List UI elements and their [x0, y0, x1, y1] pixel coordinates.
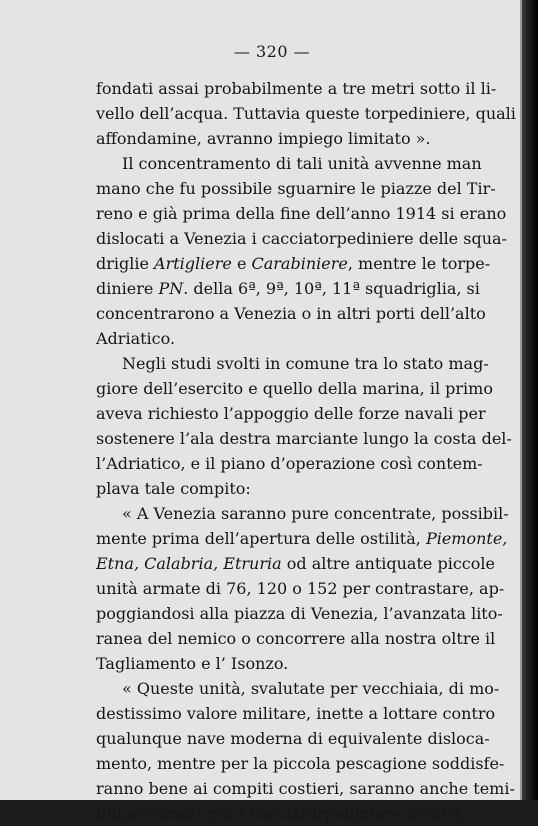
text-line: [96, 676, 500, 701]
text-run: Negli studi svolti in comune tra lo stato mag-: [122, 354, 489, 373]
text-run: diniere: [96, 279, 159, 298]
text-line: [96, 351, 489, 376]
text-line: [96, 801, 472, 826]
text-line: [96, 101, 516, 126]
text-run: od altre antiquate piccole: [281, 554, 495, 573]
text-line: [96, 401, 486, 426]
paragraph: [96, 501, 509, 676]
text-run: Adriatico.: [96, 329, 176, 348]
text-run: plava tale compito:: [96, 479, 251, 498]
text-run: driglie: [96, 254, 155, 273]
italic-text: Carabiniere: [251, 254, 348, 273]
text-line: [96, 526, 508, 551]
text-line: [96, 501, 509, 526]
paragraph: [96, 351, 512, 501]
text-line: [96, 76, 497, 101]
text-line: [96, 576, 505, 601]
page-edge-shadow: [522, 0, 538, 800]
text-line: [96, 451, 483, 476]
text-line: [96, 176, 496, 201]
text-line: [96, 126, 472, 151]
text-run: mano che fu possibile sguarnire le piazze del Tir-: [96, 179, 496, 198]
text-run: mente prima dell’apertura delle ostilità,: [96, 529, 426, 548]
text-run: giore dell’esercito e quello della marina, il primo: [96, 379, 493, 398]
text-run: , mentre le torpe-: [347, 254, 491, 273]
text-run: qualunque nave moderna di equivalente disloca-: [96, 729, 490, 748]
text-run: « A Venezia saranno pure concentrate, possibil-: [122, 504, 509, 523]
italic-text: Artigliere: [154, 254, 232, 273]
page-number: — 320 —: [233, 42, 311, 61]
text-line: [96, 701, 496, 726]
text-line: [96, 426, 512, 451]
text-run: dislocati a Venezia i cacciatorpediniere delle squa-: [96, 229, 507, 248]
text-run: Il concentramento di tali unità avvenne man: [122, 154, 482, 173]
text-run: affondamine, avranno impiego limitato ».: [96, 129, 431, 148]
text-line: [96, 776, 515, 801]
text-run: l’Adriatico, e il piano d’operazione così contem-: [96, 454, 483, 473]
text-run: aveva richiesto l’appoggio delle forze navali per: [96, 404, 486, 423]
paragraph: [96, 151, 507, 351]
body-text: [96, 76, 516, 826]
text-run: mento, mentre per la piccola pescagione soddisfe-: [96, 754, 505, 773]
text-line: [96, 651, 472, 676]
text-run: poggiandosi alla piazza di Venezia, l’avanzata lito-: [96, 604, 503, 623]
italic-text: PN: [158, 279, 184, 298]
paragraph: [96, 76, 516, 151]
text-line: [96, 626, 496, 651]
text-line: [96, 476, 472, 501]
text-run: bili avversari per i cacciatorpediniere nemici.: [96, 804, 466, 823]
text-line: [96, 726, 490, 751]
text-run: destissimo valore militare, inette a lottare contro: [96, 704, 496, 723]
text-line: [96, 601, 503, 626]
text-run: vello dell’acqua. Tuttavia queste torpediniere, quali: [96, 104, 516, 123]
text-line: [96, 551, 495, 576]
text-line: [96, 301, 486, 326]
italic-text: Piemonte,: [425, 529, 508, 548]
text-run: ranno bene ai compiti costieri, saranno anche temi-: [96, 779, 515, 798]
text-run: concentrarono a Venezia o in altri porti dell’alto: [96, 304, 486, 323]
text-line: [96, 326, 472, 351]
text-run: . della 6ª, 9ª, 10ª, 11ª squadriglia, si: [183, 279, 480, 298]
text-line: [96, 151, 482, 176]
text-line: [96, 751, 505, 776]
text-run: ranea del nemico o concorrere alla nostra oltre il: [96, 629, 496, 648]
text-line: [96, 201, 507, 226]
text-run: e: [231, 254, 252, 273]
text-line: [96, 276, 480, 301]
text-run: Tagliamento e l’ Isonzo.: [96, 654, 289, 673]
text-run: « Queste unità, svalutate per vecchiaia, di mo-: [122, 679, 500, 698]
text-run: fondati assai probabilmente a tre metri sotto il li-: [96, 79, 497, 98]
text-line: [96, 251, 491, 276]
text-line: [96, 376, 493, 401]
text-run: sostenere l’ala destra marciante lungo la costa del-: [96, 429, 512, 448]
text-line: [96, 226, 507, 251]
text-run: reno e già prima della fine dell’anno 1914 si erano: [96, 204, 507, 223]
italic-text: Etna, Calabria, Etruria: [96, 554, 282, 573]
text-run: unità armate di 76, 120 o 152 per contrastare, ap-: [96, 579, 505, 598]
paragraph: [96, 676, 515, 826]
